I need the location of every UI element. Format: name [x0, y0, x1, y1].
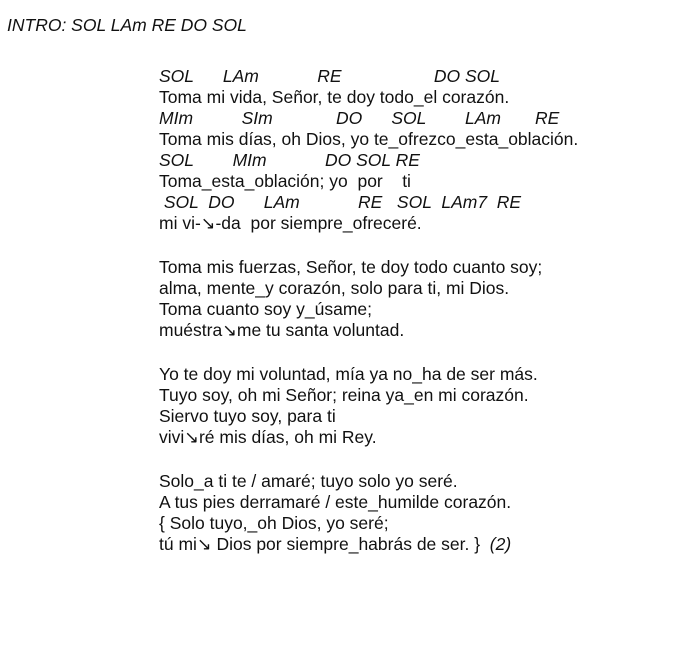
stanza-2 [159, 257, 679, 341]
chord-line: SOL LAm RE DO SOL [159, 66, 501, 86]
lyric-line: mi vi-↘-da por siempre_ofreceré. [159, 213, 422, 233]
lyric-line: Toma_esta_oblación; yo por ti [159, 171, 411, 191]
chord-line: MIm SIm DO SOL LAm RE [159, 108, 560, 128]
lyric-line: Solo_a ti te / amaré; tuyo solo yo seré. [159, 471, 458, 491]
lyric-line: Toma mis fuerzas, Señor, te doy todo cuanto soy; [159, 257, 543, 277]
lyric-line: { Solo tuyo,_oh Dios, yo seré; [159, 513, 389, 533]
lyric-line: Siervo tuyo soy, para ti [159, 406, 336, 426]
lyric-line: muéstra↘me tu santa voluntad. [159, 320, 405, 340]
lyric-line: Toma mi vida, Señor, te doy todo_el corazón. [159, 87, 510, 107]
lyric-line: Toma mis días, oh Dios, yo te_ofrezco_esta_oblación. [159, 129, 579, 149]
chord-line: SOL MIm DO SOL RE [159, 150, 420, 170]
repeat-marker: (2) [489, 534, 512, 554]
lyric-line [159, 534, 679, 555]
lyric-line: alma, mente_y corazón, solo para ti, mi Dios. [159, 278, 510, 298]
lyric-line: Tuyo soy, oh mi Señor; reina ya_en mi corazón. [159, 385, 529, 405]
song-lyrics [159, 66, 679, 578]
lyric-line: Yo te doy mi voluntad, mía ya no_ha de ser más. [159, 364, 538, 384]
lyric-text: tú mi↘ Dios por siempre_habrás de ser. } [159, 534, 490, 554]
chord-line: SOL DO LAm RE SOL LAm7 RE [159, 192, 522, 212]
lyric-line: vivi↘ré mis días, oh mi Rey. [159, 427, 377, 447]
stanza-1 [159, 66, 679, 234]
stanza-4 [159, 471, 679, 555]
stanza-3 [159, 364, 679, 448]
lyric-line: A tus pies derramaré / este_humilde corazón. [159, 492, 512, 512]
lyric-line: Toma cuanto soy y_úsame; [159, 299, 373, 319]
intro-chords: INTRO: SOL LAm RE DO SOL [7, 15, 247, 35]
